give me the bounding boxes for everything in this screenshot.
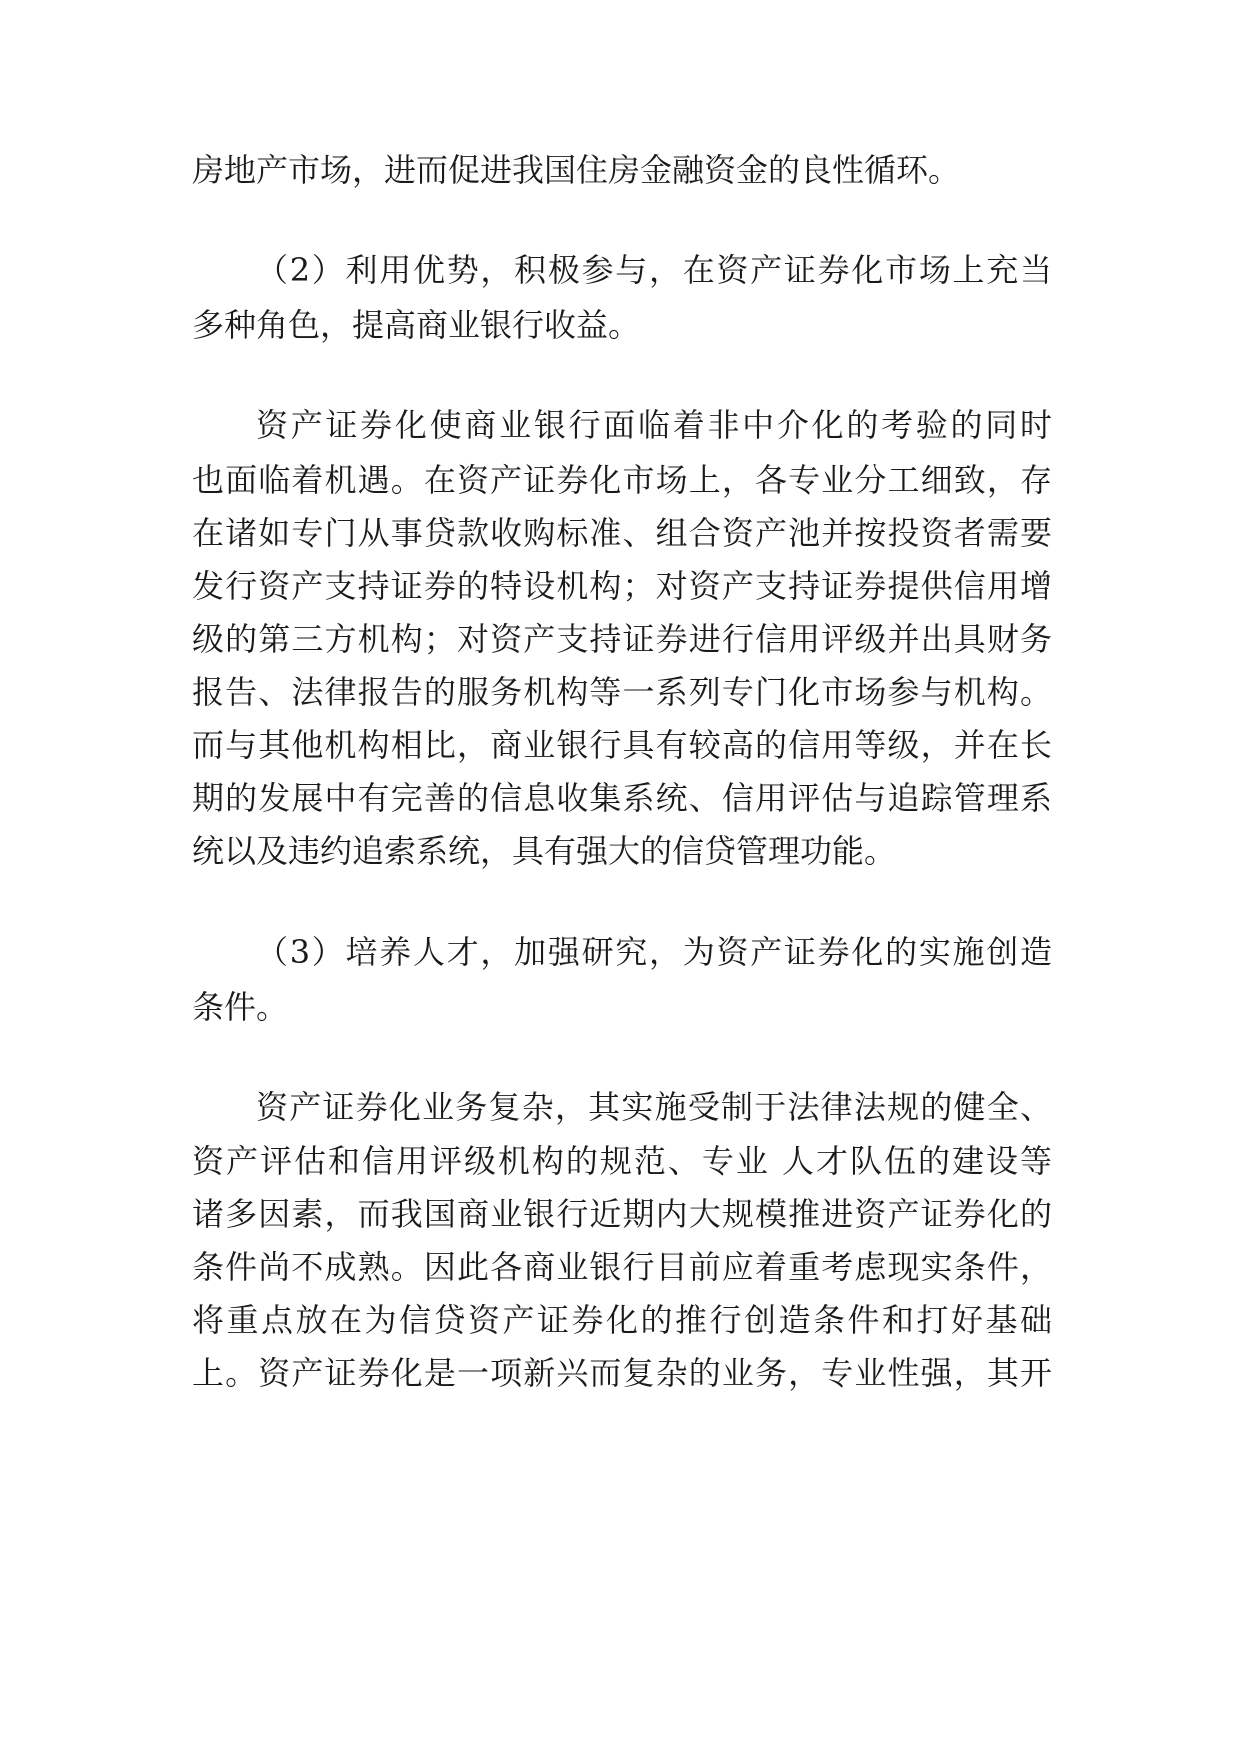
paragraph-line: 也面临着机遇。在资产证券化市场上，各专业分工细致，存 [192,461,1052,499]
paragraph-line: 房地产市场，进而促进我国住房金融资金的良性循环。 [192,151,961,189]
paragraph-line: 统以及违约追索系统，具有强大的信贷管理功能。 [192,832,897,870]
paragraph-line: 报告、法律报告的服务机构等一系列专门化市场参与机构。 [192,673,1052,711]
section-heading-line: 条件。 [192,988,289,1026]
paragraph-line: 将重点放在为信贷资产证券化的推行创造条件和打好基础 [192,1301,1052,1339]
paragraph-line: 级的第三方机构；对资产支持证券进行信用评级并出具财务 [192,620,1052,658]
paragraph-line: 期的发展中有完善的信息收集系统、信用评估与追踪管理系 [192,779,1052,817]
paragraph-line: 而与其他机构相比，商业银行具有较高的信用等级，并在长 [192,726,1052,764]
section-heading-line: 多种角色，提高商业银行收益。 [192,306,641,344]
section-heading-line: （2）利用优势，积极参与，在资产证券化市场上充当 [256,251,1052,289]
paragraph-line: 发行资产支持证券的特设机构；对资产支持证券提供信用增 [192,567,1052,605]
paragraph-line: 条件尚不成熟。因此各商业银行目前应着重考虑现实条件， [192,1248,1052,1286]
paragraph-line: 在诸如专门从事贷款收购标准、组合资产池并按投资者需要 [192,514,1052,552]
paragraph-line: 资产证券化使商业银行面临着非中介化的考验的同时 [256,406,1052,444]
paragraph-line: 资产证券化业务复杂，其实施受制于法律法规的健全、 [256,1088,1052,1126]
paragraph-line: 诸多因素，而我国商业银行近期内大规模推进资产证券化的 [192,1195,1052,1233]
section-heading-line: （3）培养人才，加强研究，为资产证券化的实施创造 [256,933,1052,971]
paragraph-line: 上。资产证券化是一项新兴而复杂的业务，专业性强，其开 [192,1354,1052,1392]
paragraph-line: 资产评估和信用评级机构的规范、专业 人才队伍的建设等 [192,1142,1052,1180]
